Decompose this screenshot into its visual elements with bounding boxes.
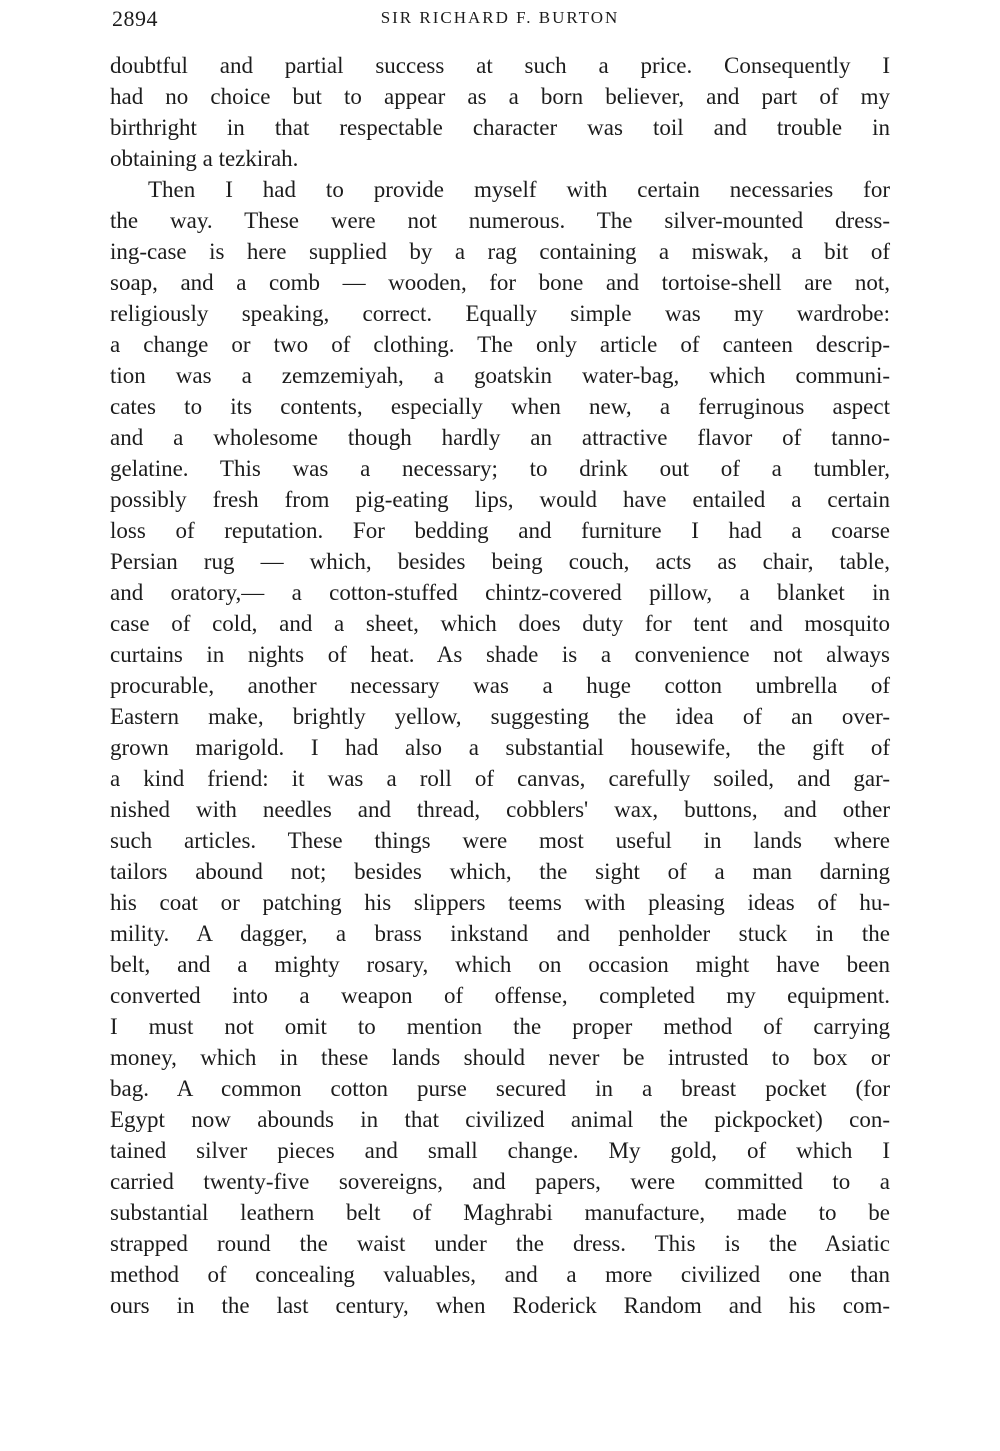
text-line: Then I had to provide myself with certain necessaries for: [148, 177, 890, 202]
running-head: [112, 6, 888, 32]
text-line: procurable, another necessary was a huge cotton umbrella of: [110, 673, 890, 698]
text-line: method of concealing valuables, and a more civilized one than: [110, 1262, 890, 1287]
text-line: birthright in that respectable character was toil and trouble in: [110, 115, 890, 140]
text-line: religiously speaking, correct. Equally simple was my wardrobe:: [110, 301, 890, 326]
text-line: and oratory,— a cotton-stuffed chintz-covered pillow, a blanket in: [110, 580, 890, 605]
text-line: curtains in nights of heat. As shade is a convenience not always: [110, 642, 890, 667]
text-line: belt, and a mighty rosary, which on occasion might have been: [110, 952, 890, 977]
text-line: converted into a weapon of offense, completed my equipment.: [110, 983, 890, 1008]
text-line: possibly fresh from pig-eating lips, would have entailed a certain: [110, 487, 890, 512]
text-line: gelatine. This was a necessary; to drink out of a tumbler,: [110, 456, 890, 481]
running-title: SIR RICHARD F. BURTON: [380, 8, 620, 27]
text-line: nished with needles and thread, cobblers' wax, buttons, and other: [110, 797, 890, 822]
text-line: grown marigold. I had also a substantial housewife, the gift of: [110, 735, 890, 760]
text-line: ing-case is here supplied by a rag containing a miswak, a bit of: [110, 239, 890, 264]
text-line: doubtful and partial success at such a price. Consequently I: [110, 53, 890, 78]
text-line: loss of reputation. For bedding and furniture I had a coarse: [110, 518, 890, 543]
text-line: the way. These were not numerous. The silver-mounted dress-: [110, 208, 890, 233]
text-line: carried twenty-five sovereigns, and papers, were committed to a: [110, 1169, 890, 1194]
text-line: and a wholesome though hardly an attractive flavor of tanno-: [110, 425, 890, 450]
text-line: obtaining a tezkirah.: [110, 146, 299, 171]
text-line: ours in the last century, when Roderick Random and his com-: [110, 1293, 890, 1318]
text-line: I must not omit to mention the proper method of carrying: [110, 1014, 890, 1039]
paragraph: [110, 50, 890, 174]
text-line: his coat or patching his slippers teems with pleasing ideas of hu-: [110, 890, 890, 915]
text-line: a change or two of clothing. The only article of canteen descrip-: [110, 332, 890, 357]
text-line: soap, and a comb — wooden, for bone and tortoise-shell are not,: [110, 270, 890, 295]
text-line: Egypt now abounds in that civilized animal the pickpocket) con-: [110, 1107, 890, 1132]
text-line: bag. A common cotton purse secured in a breast pocket (for: [110, 1076, 890, 1101]
text-line: strapped round the waist under the dress. This is the Asiatic: [110, 1231, 890, 1256]
text-line: substantial leathern belt of Maghrabi manufacture, made to be: [110, 1200, 890, 1225]
page-number: 2894: [112, 6, 158, 31]
text-line: mility. A dagger, a brass inkstand and penholder stuck in the: [110, 921, 890, 946]
text-line: a kind friend: it was a roll of canvas, carefully soiled, and gar-: [110, 766, 890, 791]
text-line: Persian rug — which, besides being couch, acts as chair, table,: [110, 549, 890, 574]
text-line: had no choice but to appear as a born believer, and part of my: [110, 84, 890, 109]
paragraph: [110, 174, 890, 1321]
text-line: cates to its contents, especially when new, a ferruginous aspect: [110, 394, 890, 419]
text-line: tailors abound not; besides which, the sight of a man darning: [110, 859, 890, 884]
text-line: case of cold, and a sheet, which does duty for tent and mosquito: [110, 611, 890, 636]
body-text: [110, 50, 890, 1321]
text-line: Eastern make, brightly yellow, suggesting the idea of an over-: [110, 704, 890, 729]
text-line: money, which in these lands should never be intrusted to box or: [110, 1045, 890, 1070]
text-line: tion was a zemzemiyah, a goatskin water-bag, which communi-: [110, 363, 890, 388]
text-line: such articles. These things were most useful in lands where: [110, 828, 890, 853]
text-line: tained silver pieces and small change. My gold, of which I: [110, 1138, 890, 1163]
